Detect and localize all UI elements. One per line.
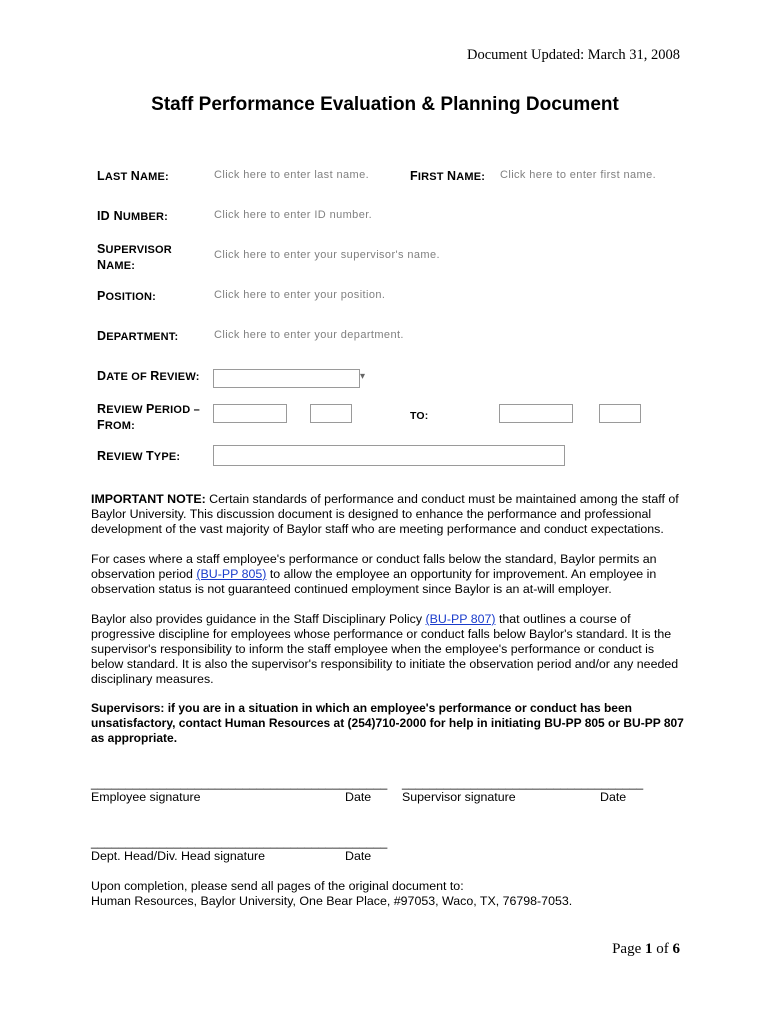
document-updated-date: Document Updated: March 31, 2008 bbox=[466, 47, 680, 63]
first-name-field[interactable]: Click here to enter first name. bbox=[500, 169, 657, 181]
supervisor-signature-label: Supervisor signature bbox=[402, 790, 516, 804]
dept-head-signature-label: Dept. Head/Div. Head signature bbox=[91, 849, 266, 863]
department-label: DEPARTMENT: bbox=[97, 329, 179, 343]
employee-date-label: Date bbox=[345, 790, 372, 804]
review-to-year-input[interactable] bbox=[599, 404, 641, 423]
dept-head-signature-line[interactable]: ___________________________________________ bbox=[91, 835, 388, 849]
review-type-label: REVIEW TYPE: bbox=[97, 449, 181, 463]
review-to-month-input[interactable] bbox=[499, 404, 573, 423]
position-label: POSITION: bbox=[97, 289, 157, 303]
dept-head-date-label: Date bbox=[345, 849, 372, 863]
employee-signature-label: Employee signature bbox=[91, 790, 201, 804]
completion-instructions: Upon completion, please send all pages of the original document to: bbox=[91, 879, 464, 893]
review-type-input[interactable] bbox=[213, 445, 565, 466]
supervisors-notice: Supervisors: if you are in a situation in which an employee's performance or conduct has been unsatisfactory, contact Human Resources at (254)710-2000 for help in initiating BU-PP 805 or BU-PP 807 as appropriate. bbox=[91, 701, 684, 745]
page-number: Page 1 of 6 bbox=[612, 941, 680, 957]
last-name-field[interactable]: Click here to enter last name. bbox=[214, 169, 370, 181]
review-period-label: REVIEW PERIOD – FROM: bbox=[97, 402, 200, 432]
hr-address: Human Resources, Baylor University, One Bear Place, #97053, Waco, TX, 76798-7053. bbox=[91, 894, 573, 908]
supervisor-name-label: SUPERVISOR NAME: bbox=[97, 242, 172, 272]
review-to-label: TO: bbox=[410, 410, 429, 422]
last-name-label: LAST NAME: bbox=[97, 169, 169, 183]
page-title: Staff Performance Evaluation & Planning Document bbox=[151, 94, 619, 115]
important-note-paragraph: IMPORTANT NOTE: Certain standards of performance and conduct must be maintained among the staff of Baylor University. This discussion document is designed to enhance the performance and professional development of the vast majority of Baylor staff who are meeting performance and conduct expectations. bbox=[91, 492, 679, 536]
bu-pp-807-link[interactable]: (BU-PP 807) bbox=[425, 612, 496, 626]
important-note-heading: IMPORTANT NOTE: bbox=[91, 492, 206, 506]
first-name-label: FIRST NAME: bbox=[410, 169, 486, 183]
observation-paragraph: For cases where a staff employee's performance or conduct falls below the standard, Baylor permits an observation period (BU-PP 805) to allow the employee an opportunity for improvement. An employee in observation status is not guaranteed continued employment since Baylor is an at-will employer. bbox=[91, 552, 657, 596]
department-field[interactable]: Click here to enter your department. bbox=[214, 329, 404, 341]
id-number-field[interactable]: Click here to enter ID number. bbox=[214, 209, 373, 221]
disciplinary-policy-paragraph: Baylor also provides guidance in the Staff Disciplinary Policy (BU-PP 807) that outlines a course of progressive discipline for employees whose performance or conduct falls below Baylor's standard. It is the supervisor's responsibility to inform the staff employee when the employee's performance or conduct is below standard. It is also the supervisor's responsibility to initiate the observation period and/or any needed disciplinary measures. bbox=[91, 612, 679, 686]
dropdown-marker-icon[interactable]: ▾ bbox=[360, 371, 366, 382]
supervisor-name-field[interactable]: Click here to enter your supervisor's name. bbox=[214, 249, 440, 261]
employee-signature-line[interactable]: ___________________________________________ bbox=[91, 776, 388, 790]
review-from-month-input[interactable] bbox=[213, 404, 287, 423]
id-number-label: ID NUMBER: bbox=[97, 209, 169, 223]
date-of-review-input[interactable] bbox=[213, 369, 360, 388]
bu-pp-805-link[interactable]: (BU-PP 805) bbox=[196, 567, 267, 581]
supervisor-date-label: Date bbox=[600, 790, 627, 804]
review-from-year-input[interactable] bbox=[310, 404, 352, 423]
position-field[interactable]: Click here to enter your position. bbox=[214, 289, 386, 301]
date-of-review-label: DATE OF REVIEW: bbox=[97, 369, 200, 383]
supervisor-signature-line[interactable]: ___________________________________ bbox=[402, 776, 644, 790]
